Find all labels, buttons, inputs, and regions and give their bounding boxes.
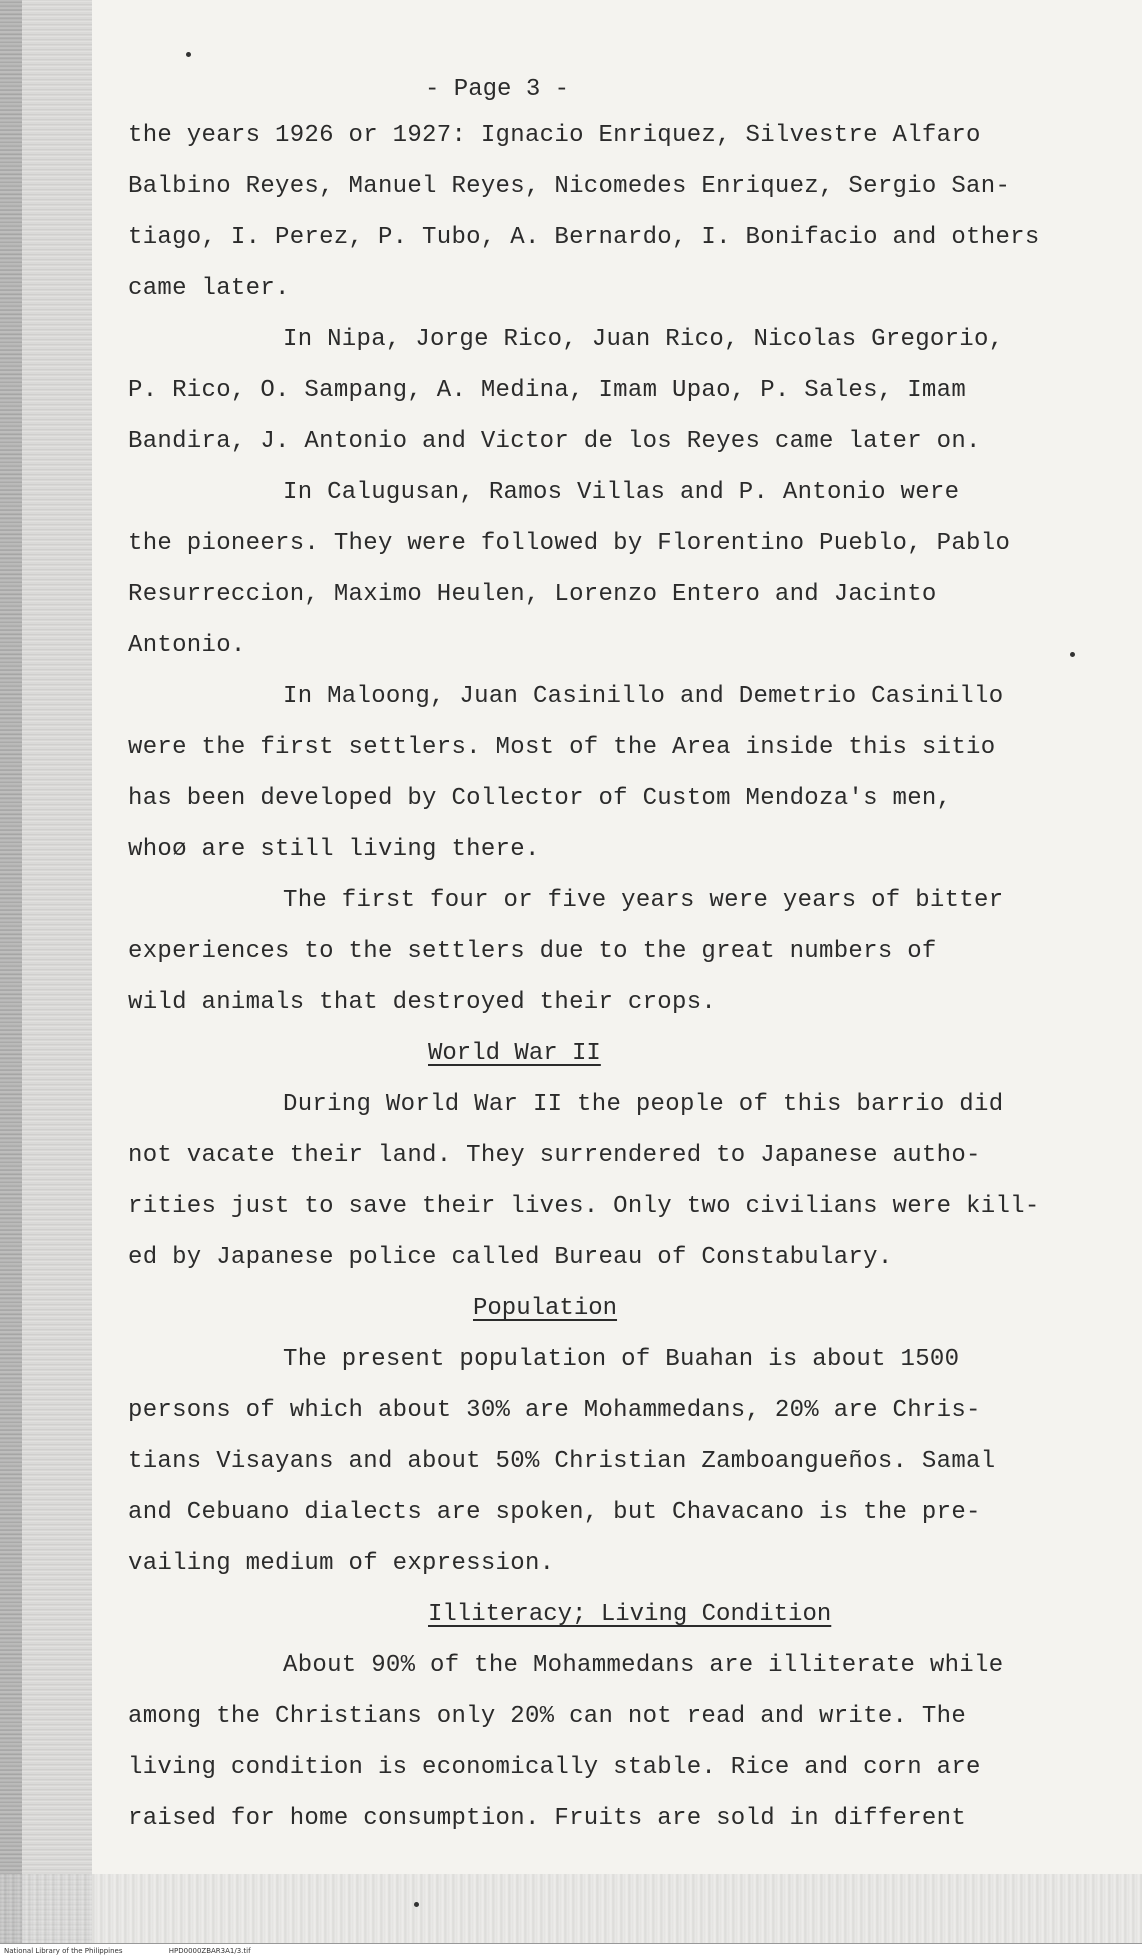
scan-edge-bottom <box>0 1874 1142 1944</box>
text-line: rities just to save their lives. Only two civilians were kill- <box>128 1193 1040 1220</box>
text-line: Antonio. <box>128 632 246 659</box>
text-line: among the Christians only 20% can not read and write. The <box>128 1703 967 1730</box>
paragraph-first-years <box>128 875 1108 1028</box>
page-number: - Page 3 - <box>425 76 570 103</box>
text-line: raised for home consumption. Fruits are sold in different <box>128 1805 967 1832</box>
paragraph-calugusan <box>128 467 1108 671</box>
text-line: the pioneers. They were followed by Florentino Pueblo, Pablo <box>128 530 1011 557</box>
text-line: were the first settlers. Most of the Area inside this sitio <box>128 734 996 761</box>
text-line: not vacate their land. They surrendered to Japanese autho- <box>128 1142 981 1169</box>
paragraph-nipa <box>128 314 1108 467</box>
text-line: Bandira, J. Antonio and Victor de los Reyes came later on. <box>128 428 981 455</box>
paragraph-intro <box>128 110 1108 314</box>
text-line: The first four or five years were years of bitter <box>283 887 1004 914</box>
text-line: P. Rico, O. Sampang, A. Medina, Imam Upao, P. Sales, Imam <box>128 377 967 404</box>
section-heading-illiteracy <box>128 1589 1108 1640</box>
text-line: the years 1926 or 1927: Ignacio Enriquez, Silvestre Alfaro <box>128 122 981 149</box>
text-line: has been developed by Collector of Custom Mendoza's men, <box>128 785 952 812</box>
scan-footer <box>0 1943 1142 1958</box>
heading-text: Illiteracy; Living Condition <box>428 1601 832 1628</box>
scan-speck <box>186 52 191 57</box>
text-line: persons of which about 30% are Mohammedans, 20% are Chris- <box>128 1397 981 1424</box>
text-line: ed by Japanese police called Bureau of Constabulary. <box>128 1244 893 1271</box>
paragraph-maloong <box>128 671 1108 875</box>
paragraph-illiteracy <box>128 1640 1108 1844</box>
text-line: During World War II the people of this barrio did <box>283 1091 1004 1118</box>
text-line: tiago, I. Perez, P. Tubo, A. Bernardo, I. Bonifacio and others <box>128 224 1040 251</box>
paragraph-world-war-ii <box>128 1079 1108 1283</box>
text-line: wild animals that destroyed their crops. <box>128 989 717 1016</box>
text-line: experiences to the settlers due to the great numbers of <box>128 938 937 965</box>
document-page <box>128 70 1108 1844</box>
section-heading-world-war-ii <box>128 1028 1108 1079</box>
text-line: whoø are still living there. <box>128 836 540 863</box>
heading-text: Population <box>473 1295 618 1322</box>
text-line: tians Visayans and about 50% Christian Zamboangueños. Samal <box>128 1448 996 1475</box>
text-line: living condition is economically stable. Rice and corn are <box>128 1754 981 1781</box>
heading-text: World War II <box>428 1040 601 1067</box>
section-heading-population <box>128 1283 1108 1334</box>
footer-library-text: National Library of the Philippines <box>4 1947 123 1955</box>
scan-speck <box>414 1902 419 1907</box>
text-line: About 90% of the Mohammedans are illiterate while <box>283 1652 1004 1679</box>
text-line: Resurreccion, Maximo Heulen, Lorenzo Entero and Jacinto <box>128 581 937 608</box>
text-line: and Cebuano dialects are spoken, but Chavacano is the pre- <box>128 1499 981 1526</box>
text-line: came later. <box>128 275 290 302</box>
paragraph-population <box>128 1334 1108 1589</box>
text-line: In Maloong, Juan Casinillo and Demetrio Casinillo <box>283 683 1004 710</box>
text-line: Balbino Reyes, Manuel Reyes, Nicomedes Enriquez, Sergio San- <box>128 173 1011 200</box>
text-line: The present population of Buahan is about 1500 <box>283 1346 960 1373</box>
text-line: vailing medium of expression. <box>128 1550 555 1577</box>
scan-edge-left-dark <box>0 0 22 1958</box>
text-line: In Nipa, Jorge Rico, Juan Rico, Nicolas Gregorio, <box>283 326 1004 353</box>
text-line: In Calugusan, Ramos Villas and P. Antonio were <box>283 479 960 506</box>
footer-code-text: HPD0000ZBAR3A1/3.tif <box>168 1947 251 1955</box>
